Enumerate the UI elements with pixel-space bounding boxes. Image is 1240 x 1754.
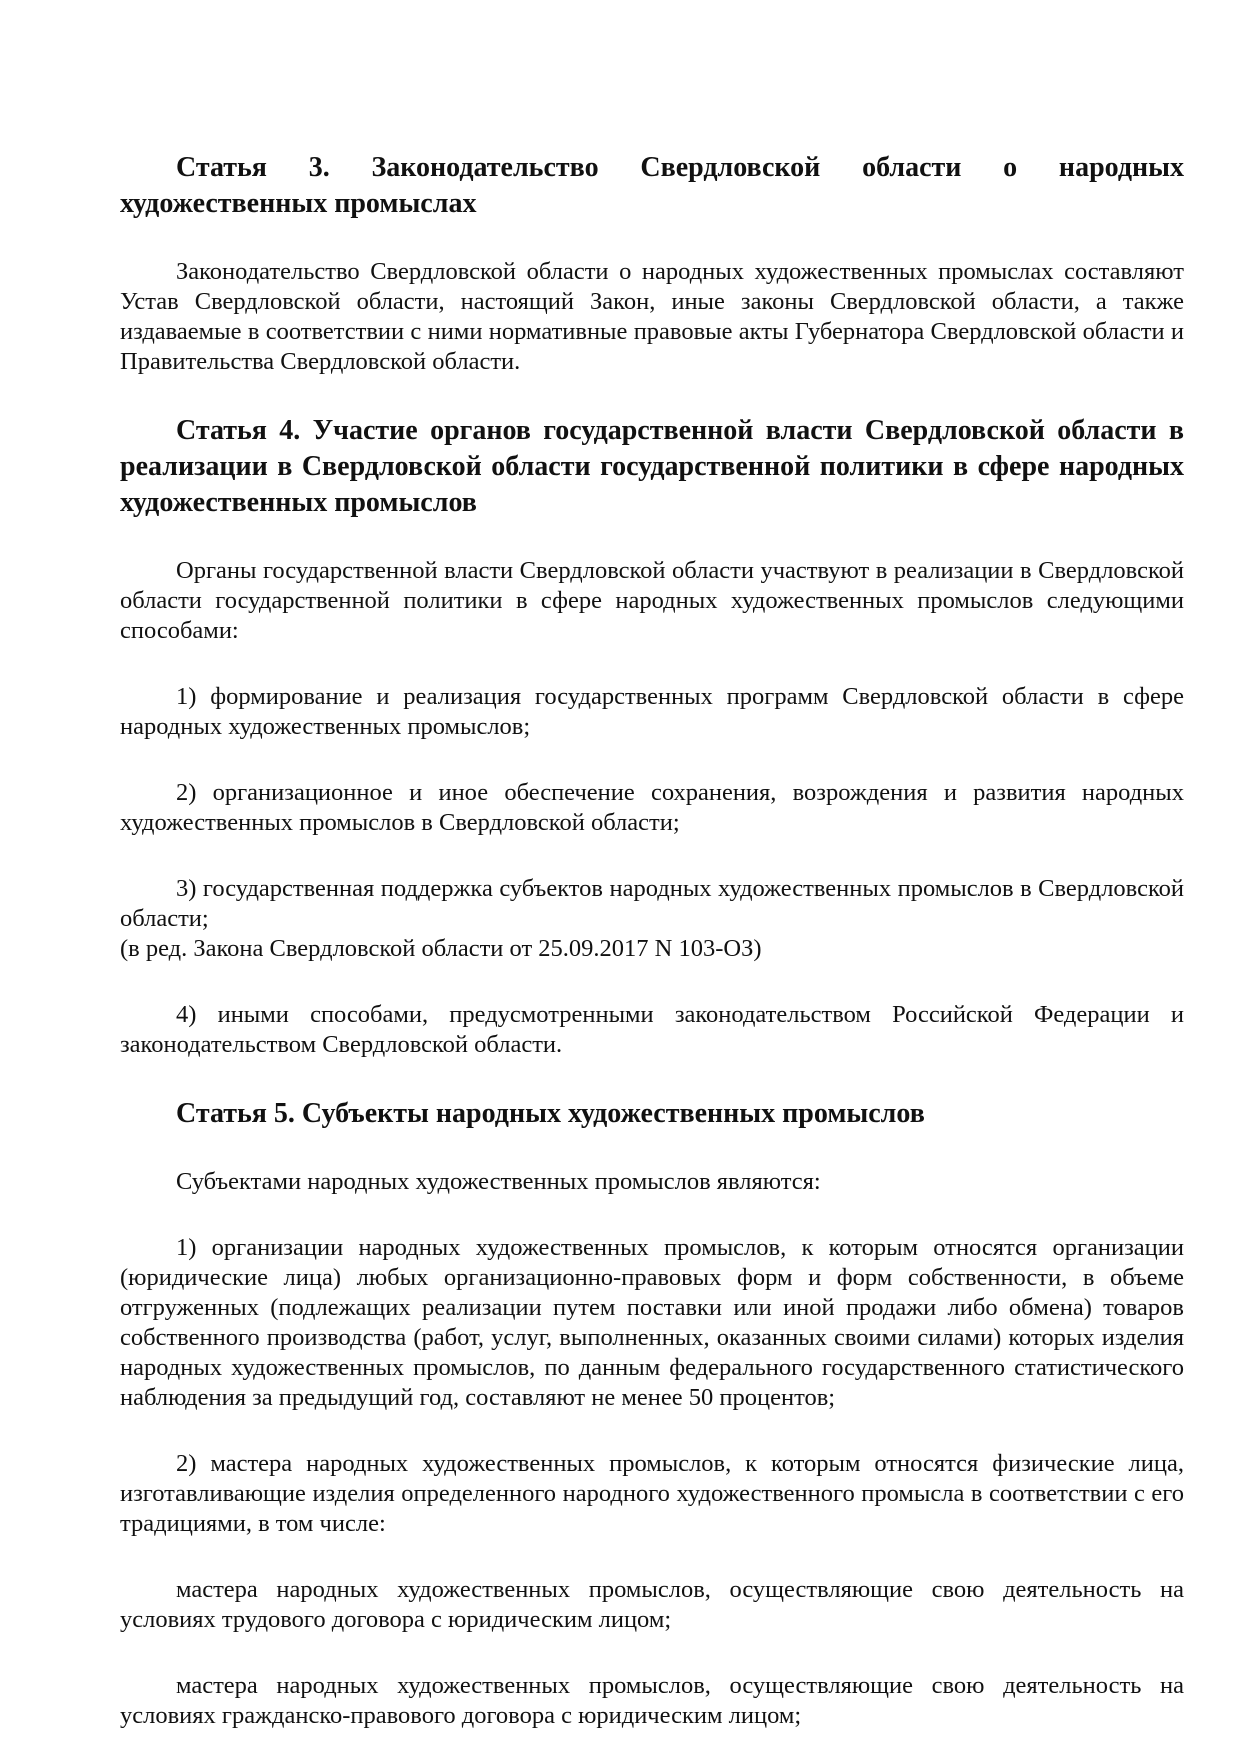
document-page [120, 150, 1184, 1731]
amendment-note: (в ред. Закона Свердловской области от 25.09.2017 N 103-ОЗ) [120, 935, 762, 962]
article-4-item-2: 2) организационное и иное обеспечение сохранения, возрождения и развития народных художественных промыслов в Свердловской области; [120, 779, 1184, 836]
article-3-text: Законодательство Свердловской области о народных художественных промыслах составляют Устав Свердловской области, настоящий Закон, иные законы Свердловской области, а также издаваемые в соответствии с ними нормативные правовые акты Губернатора Свердловской области и Правительства Свердловской области. [120, 258, 1184, 375]
article-4-item-1: 1) формирование и реализация государственных программ Свердловской области в сфере народных художественных промыслов; [120, 683, 1184, 740]
article-5-title: Статья 5. Субъекты народных художественных промыслов [176, 1098, 925, 1129]
article-3-title [120, 150, 1184, 222]
article-3-title-line-1: Статья 3. Законодательство Свердловской области о народных [176, 152, 1184, 183]
article-4-intro: Органы государственной власти Свердловской области участвуют в реализации в Свердловской области государственной политики в сфере народных художественных промыслов следующими способами: [120, 557, 1184, 644]
article-4-title: Статья 4. Участие органов государственной власти Свердловской области в реализации в Свердловской области государственной политики в сфере народных художественных промыслов [120, 415, 1184, 518]
article-5-item-2-sub-1: мастера народных художественных промыслов, осуществляющие свою деятельность на условиях трудового договора с юридическим лицом; [120, 1576, 1184, 1633]
article-5-intro: Субъектами народных художественных промыслов являются: [176, 1168, 821, 1195]
article-5-item-1: 1) организации народных художественных промыслов, к которым относятся организации (юридические лица) любых организационно-правовых форм и форм собственности, в объеме отгруженных (подлежащих реализации путем поставки или иной продажи либо обмена) товаров собственного производства (работ, услуг, выполненных, оказанных своими силами) которых изделия народных художественных промыслов, по данным федерального государственного статистического наблюдения за предыдущий год, составляют не менее 50 процентов; [120, 1234, 1184, 1411]
article-4-item-4: 4) иными способами, предусмотренными законодательством Российской Федерации и законодательством Свердловской области. [120, 1001, 1184, 1058]
article-5-item-2: 2) мастера народных художественных промыслов, к которым относятся физические лица, изготавливающие изделия определенного народного художественного промысла в соответствии с его традициями, в том числе: [120, 1450, 1184, 1537]
article-3-title-line-2: художественных промыслах [120, 188, 477, 219]
article-5-item-2-sub-2: мастера народных художественных промыслов, осуществляющие свою деятельность на условиях гражданско-правового договора с юридическим лицом; [120, 1672, 1184, 1729]
article-4-item-3: 3) государственная поддержка субъектов народных художественных промыслов в Свердловской области; [120, 875, 1184, 932]
